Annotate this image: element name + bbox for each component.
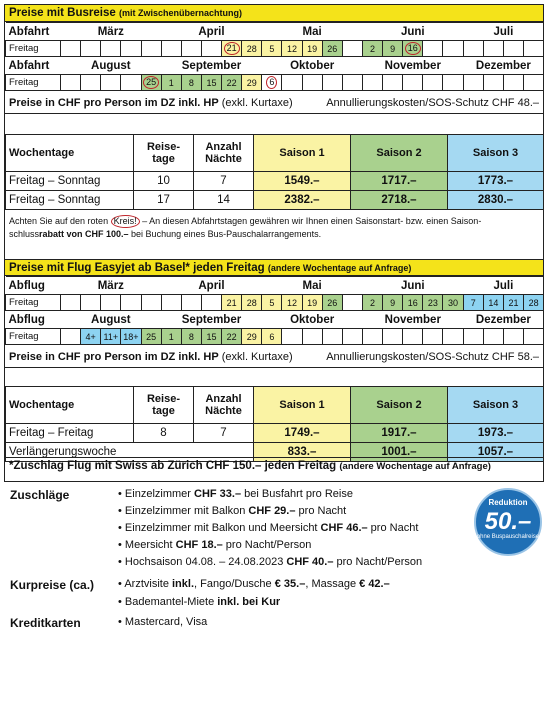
bus-day-label: Freitag <box>6 41 61 57</box>
date-cell: 19 <box>302 295 322 311</box>
date-cell: 25 <box>141 75 161 91</box>
col-nights: Anzahl Nächte <box>194 387 254 424</box>
date-cell: 28 <box>242 41 262 57</box>
flight-banner <box>5 259 543 276</box>
date-cell: 18+ <box>121 329 141 345</box>
bus-calendar <box>5 22 544 91</box>
flight-banner-title: Preise mit Flug Easyjet ab Basel* jeden Freitag <box>9 262 265 274</box>
list-item: • Hochsaison 04.08. – 24.08.2023 CHF 40.– pro Nacht/Person <box>118 556 423 568</box>
date-cell: 8 <box>181 329 201 345</box>
col-season-3: Saison 3 <box>448 387 544 424</box>
zuschlaege-title: Zuschläge <box>10 488 70 502</box>
discount-badge <box>474 488 542 556</box>
date-cell: 6 <box>262 329 282 345</box>
date-cell: 5 <box>262 41 282 57</box>
bus-month: April <box>161 23 262 41</box>
bus-month: Mai <box>262 23 363 41</box>
table-row: Freitag – Sonntag 17 14 2382.– 2718.– 2830.– <box>6 191 544 210</box>
date-cell: 2 <box>362 41 382 57</box>
flight-price-table <box>5 386 544 462</box>
date-cell: 29 <box>242 329 262 345</box>
badge-top: Reduktion <box>488 498 528 507</box>
date-cell: 19 <box>302 41 322 57</box>
list-item: • Arztvisite inkl., Fango/Dusche € 35.–, Massage € 42.– <box>118 578 390 590</box>
date-cell: 23 <box>423 295 443 311</box>
flight-cancel-fee: Annullierungskosten/SOS-Schutz CHF 58.– <box>326 351 539 363</box>
bus-month: September <box>161 57 262 75</box>
flight-price-header <box>5 348 543 368</box>
flight-month: Juli <box>463 277 544 295</box>
flight-month: September <box>161 311 262 329</box>
bus-price-header <box>5 94 543 114</box>
date-cell: 22 <box>222 329 242 345</box>
date-cell: 21 <box>503 295 523 311</box>
list-item: • Einzelzimmer CHF 33.– bei Busfahrt pro Reise <box>118 488 353 500</box>
flight-dep-label: Abflug <box>6 311 61 329</box>
col-season-2: Saison 2 <box>351 135 448 172</box>
kur-title: Kurpreise (ca.) <box>10 578 95 592</box>
flight-month: August <box>61 311 162 329</box>
flight-surcharge: *Zuschlag Flug mit Swiss ab Zürich CHF 150.– jeden Freitag (andere Wochentage auf Anfrage) <box>9 460 491 472</box>
date-cell: 14 <box>483 295 503 311</box>
col-season-1: Saison 1 <box>254 135 351 172</box>
date-cell: 16 <box>403 295 423 311</box>
kredit-title: Kreditkarten <box>10 616 81 630</box>
date-cell: 28 <box>524 295 544 311</box>
col-season-2: Saison 2 <box>351 387 448 424</box>
bus-month: Juli <box>463 23 544 41</box>
flight-day-label: Freitag <box>6 295 61 311</box>
date-cell: 26 <box>322 295 342 311</box>
flight-month: März <box>61 277 162 295</box>
date-cell: 22 <box>222 75 242 91</box>
date-cell: 5 <box>262 295 282 311</box>
date-cell: 21 <box>222 41 242 57</box>
bus-banner <box>5 5 543 22</box>
price-box <box>4 4 544 482</box>
flight-banner-note: (andere Wochentage auf Anfrage) <box>267 263 412 273</box>
date-cell: 1 <box>161 75 181 91</box>
flight-month: Mai <box>262 277 363 295</box>
flight-month: November <box>362 311 463 329</box>
date-cell: 28 <box>242 295 262 311</box>
table-row: Freitag – Freitag 8 7 1749.– 1917.– 1973.– <box>6 424 544 443</box>
flight-calendar <box>5 276 544 345</box>
date-cell: 11+ <box>101 329 121 345</box>
flight-month: Dezember <box>463 311 544 329</box>
bus-month: August <box>61 57 162 75</box>
bus-banner-title: Preise mit Busreise <box>9 7 116 19</box>
date-cell: 9 <box>383 41 403 57</box>
col-week: Wochentage <box>6 135 134 172</box>
flight-month: Oktober <box>262 311 363 329</box>
bus-month: Oktober <box>262 57 363 75</box>
list-item: • Einzelzimmer mit Balkon CHF 29.– pro Nacht <box>118 505 347 517</box>
col-days: Reise- tage <box>134 387 194 424</box>
bus-dep-label: Abfahrt <box>6 23 61 41</box>
bus-month: März <box>61 23 162 41</box>
bus-month: Dezember <box>463 57 544 75</box>
flight-price-note: (exkl. Kurtaxe) <box>221 351 293 363</box>
date-cell: 9 <box>383 295 403 311</box>
bus-price-title: Preise in CHF pro Person im DZ inkl. HP <box>9 97 219 109</box>
col-week: Wochentage <box>6 387 134 424</box>
date-cell: 4+ <box>81 329 101 345</box>
flight-price-title: Preise in CHF pro Person im DZ inkl. HP <box>9 351 219 363</box>
date-cell: 15 <box>201 75 221 91</box>
date-cell: 25 <box>141 329 161 345</box>
flight-dep-label: Abflug <box>6 277 61 295</box>
date-cell: 26 <box>322 41 342 57</box>
date-cell: 12 <box>282 41 302 57</box>
bus-dep-label: Abfahrt <box>6 57 61 75</box>
bus-month: Juni <box>362 23 463 41</box>
date-cell: 16 <box>403 41 423 57</box>
col-season-1: Saison 1 <box>254 387 351 424</box>
divider <box>5 457 543 458</box>
list-item: • Einzelzimmer mit Balkon und Meersicht CHF 46.– pro Nacht <box>118 522 419 534</box>
table-row: Freitag – Sonntag 10 7 1549.– 1717.– 1773.– <box>6 172 544 191</box>
date-cell: 1 <box>161 329 181 345</box>
date-cell: 12 <box>282 295 302 311</box>
bus-discount-note: Achten Sie auf den roten Kreis! – An diesen Abfahrtstagen gewähren wir Ihnen einen Saisonstart- bzw. einen Saison- schlussrabatt von CHF 100.– bei Buchung eines Bus-Pauschalarrangements. <box>9 216 482 239</box>
flight-day-label: Freitag <box>6 329 61 345</box>
bus-day-label: Freitag <box>6 75 61 91</box>
flight-month: Juni <box>362 277 463 295</box>
list-item: • Mastercard, Visa <box>118 616 208 628</box>
col-season-3: Saison 3 <box>448 135 544 172</box>
list-item: • Meersicht CHF 18.– pro Nacht/Person <box>118 539 312 551</box>
col-nights: Anzahl Nächte <box>194 135 254 172</box>
bus-price-note: (exkl. Kurtaxe) <box>221 97 293 109</box>
list-item: • Bademantel-Miete inkl. bei Kur <box>118 596 281 608</box>
date-cell: 15 <box>201 329 221 345</box>
date-cell: 21 <box>222 295 242 311</box>
bus-cancel-fee: Annullierungskosten/SOS-Schutz CHF 48.– <box>326 97 539 109</box>
date-cell: 30 <box>443 295 463 311</box>
date-cell: 29 <box>242 75 262 91</box>
col-days: Reise- tage <box>134 135 194 172</box>
badge-value: 50.– <box>484 508 532 535</box>
bus-banner-note: (mit Zwischenübernachtung) <box>118 8 242 18</box>
date-cell: 8 <box>181 75 201 91</box>
date-cell: 2 <box>362 295 382 311</box>
flight-month: April <box>161 277 262 295</box>
table-row: Verlängerungswoche 833.– 1001.– 1057.– <box>6 443 544 462</box>
bus-month: November <box>362 57 463 75</box>
date-cell: 6 <box>262 75 282 91</box>
date-cell: 7 <box>463 295 483 311</box>
badge-bottom: ohne Buspauschalreise <box>476 534 540 540</box>
bus-price-table <box>5 134 544 210</box>
